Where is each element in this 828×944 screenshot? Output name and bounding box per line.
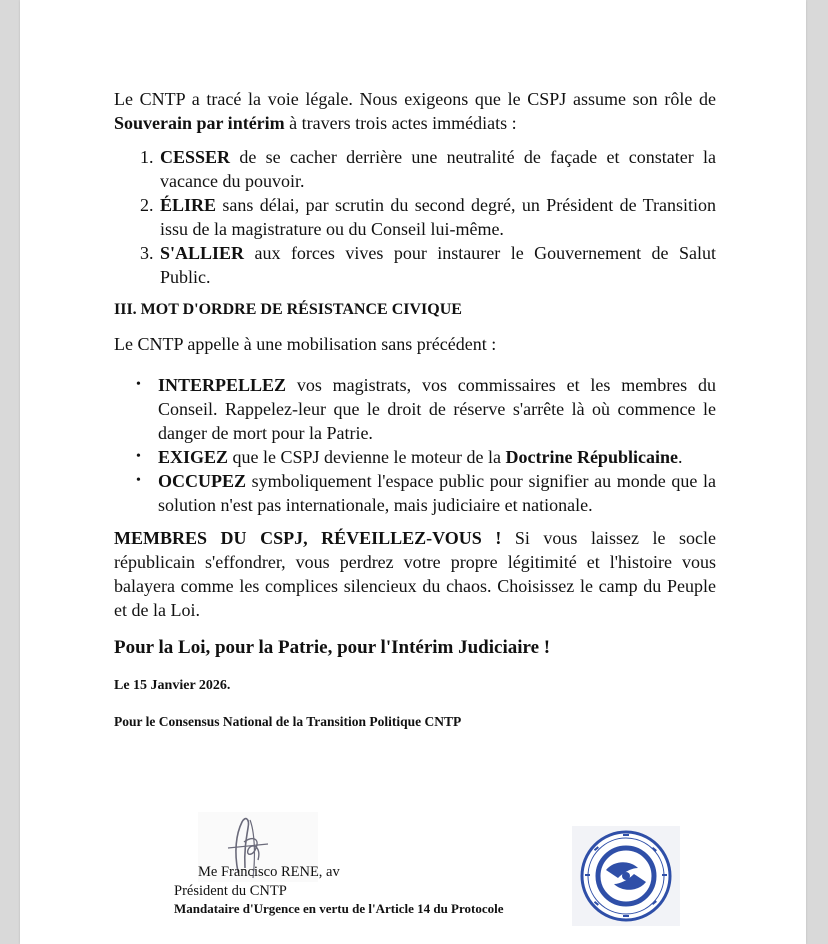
document-date: Le 15 Janvier 2026. (114, 678, 231, 693)
intro-paragraph: Le CNTP a tracé la voie légale. Nous exigeons que le CSPJ assume son rôle de Souverain par intérim à travers trois actes immédiats : (114, 89, 716, 133)
call-item: • OCCUPEZ symboliquement l'espace public pour signifier au monde que la solution n'est pas internationale, mais judiciaire et nationale. (136, 471, 716, 515)
seal-icon (572, 826, 680, 926)
section-heading: III. MOT D'ORDRE DE RÉSISTANCE CIVIQUE (114, 301, 462, 318)
signature-block (174, 812, 574, 932)
bullet-icon: • (136, 473, 141, 488)
signed-for-line: Pour le Consensus National de la Transition Politique CNTP (114, 714, 462, 729)
document-body (114, 87, 716, 734)
call-item: • EXIGEZ que le CSPJ devienne le moteur de la Doctrine Républicaine. (136, 447, 683, 467)
document-page (20, 0, 806, 944)
bullet-icon: • (136, 377, 141, 392)
action-item: 3. S'ALLIER aux forces vives pour instaurer le Gouvernement de Salut Public. (158, 241, 716, 289)
closing-paragraph: MEMBRES DU CSPJ, RÉVEILLEZ-VOUS ! Si vous laissez le socle républicain s'effondrer, vous perdrez votre propre légitimité et l'histoire vous balayera comme les complices silencieux du chaos. Choisissez le camp du Peuple et de la Loi. (114, 528, 716, 620)
signatory-mandate: Mandataire d'Urgence en vertu de l'Article 14 du Protocole (174, 901, 504, 916)
bullet-icon: • (136, 449, 141, 464)
intro-emphasis: Souverain par intérim (114, 113, 285, 133)
call-list (114, 373, 716, 517)
action-item: 2. ÉLIRE sans délai, par scrutin du second degré, un Président de Transition issu de la magistrature ou du Conseil lui-même. (158, 193, 716, 241)
signatory-name: Me Francisco RENE, av (198, 864, 340, 880)
action-list (114, 145, 716, 289)
lead-paragraph: Le CNTP appelle à une mobilisation sans précédent : (114, 334, 497, 354)
motto: Pour la Loi, pour la Patrie, pour l'Intérim Judiciaire ! (114, 637, 551, 658)
call-item: • INTERPELLEZ vos magistrats, vos commissaires et les membres du Conseil. Rappelez-leur que le droit de réserve s'arrête là où commence le danger de mort pour la Patrie. (136, 375, 716, 443)
signatory-title: Président du CNTP (174, 883, 287, 899)
action-item: 1. CESSER de se cacher derrière une neutralité de façade et constater la vacance du pouvoir. (158, 145, 716, 193)
